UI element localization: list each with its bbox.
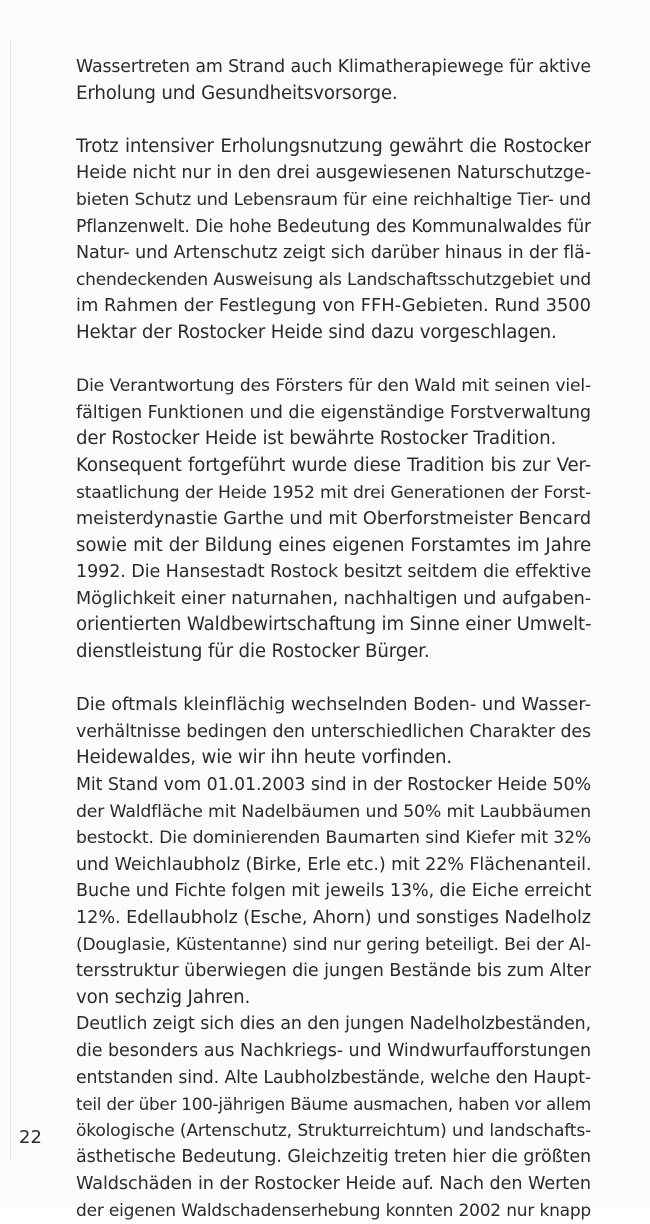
text-line: der Waldfläche mit Nadelbäumen und 50% mit Laubbäumen bbox=[76, 801, 591, 822]
text-line: Möglichkeit einer naturnahen, nachhaltigen und aufgaben- bbox=[76, 588, 591, 609]
text-line: im Rahmen der Festlegung von FFH-Gebieten. Rund 3500 bbox=[76, 295, 591, 317]
text-line: Deutlich zeigt sich dies an den jungen Nadelholzbeständen, bbox=[76, 1014, 591, 1035]
text-line: orientierten Waldbewirtschaftung im Sinne einer Umwelt- bbox=[76, 614, 591, 636]
text-line: Wassertreten am Strand auch Klimatherapiewege für aktive bbox=[76, 57, 591, 77]
text-line: ökologische (Artenschutz, Strukturreichtum) und landschafts- bbox=[76, 1120, 591, 1141]
text-line: chendeckenden Ausweisung als Landschaftsschutzgebiet und bbox=[76, 269, 591, 290]
text-line: 1992. Die Hansestadt Rostock besitzt seitdem die effektive bbox=[76, 562, 591, 583]
text-line: entstanden sind. Alte Laubholzbestände, welche den Haupt- bbox=[76, 1067, 591, 1088]
text-line: fältigen Funktionen und die eigenständige Forstverwaltung bbox=[76, 402, 591, 423]
text-line: Hektar der Rostocker Heide sind dazu vorgeschlagen. bbox=[76, 321, 557, 343]
text-line: Erholung und Gesundheitsvorsorge. bbox=[76, 82, 398, 104]
text-line: sowie mit der Bildung eines eigenen Forstamtes im Jahre bbox=[76, 534, 591, 556]
text-line: verhältnisse bedingen den unterschiedlichen Charakter des bbox=[76, 721, 591, 742]
text-line: Buche und Fichte folgen mit jeweils 13%, die Eiche erreicht bbox=[76, 881, 591, 902]
text-line: Heidewaldes, wie wir ihn heute vorfinden. bbox=[76, 747, 453, 769]
text-line: Pflanzenwelt. Die hohe Bedeutung des Kommunalwaldes für bbox=[76, 216, 591, 237]
text-line: bieten Schutz und Lebensraum für eine reichhaltige Tier- und bbox=[76, 189, 591, 210]
text-line: der Rostocker Heide ist bewährte Rostocker Tradition. bbox=[76, 428, 557, 450]
text-line: (Douglasie, Küstentanne) sind nur gering beteiligt. Bei der Al- bbox=[76, 934, 591, 955]
text-line: meisterdynastie Garthe und mit Oberforstmeister Bencard bbox=[76, 509, 591, 530]
margin-shadow bbox=[10, 40, 11, 1160]
text-line: staatlichung der Heide 1952 mit drei Generationen der Forst- bbox=[76, 482, 591, 503]
text-line: Trotz intensiver Erholungsnutzung gewährt die Rostocker bbox=[76, 135, 591, 157]
text-line: teil der über 100-jährigen Bäume ausmachen, haben vor allem bbox=[76, 1094, 591, 1115]
text-line: die besonders aus Nachkriegs- und Windwurfaufforstungen bbox=[76, 1040, 591, 1061]
text-line: von sechzig Jahren. bbox=[76, 986, 251, 1008]
paragraph-2 bbox=[76, 134, 591, 347]
text-line: ästhetische Bedeutung. Gleichzeitig treten hier die größten bbox=[76, 1147, 591, 1168]
text-line: bestockt. Die dominierenden Baumarten sind Kiefer mit 32% bbox=[76, 828, 591, 849]
paragraph-1 bbox=[76, 54, 591, 107]
text-line: und Weichlaubholz (Birke, Erle etc.) mit 22% Flächenanteil. bbox=[76, 854, 591, 875]
text-line: Die oftmals kleinflächig wechselnden Boden- und Wasser- bbox=[76, 694, 591, 716]
body-text bbox=[76, 54, 591, 1224]
text-line: Mit Stand vom 01.01.2003 sind in der Rostocker Heide 50% bbox=[76, 775, 591, 796]
text-line: Waldschäden in der Rostocker Heide auf. Nach den Werten bbox=[76, 1173, 591, 1194]
page-number: 22 bbox=[19, 1127, 42, 1148]
text-line: Die Verantwortung des Försters für den Wald mit seinen viel- bbox=[76, 376, 591, 397]
paragraph-3 bbox=[76, 373, 591, 666]
text-line: dienstleistung für die Rostocker Bürger. bbox=[76, 641, 430, 663]
text-line: der eigenen Waldschadenserhebung konnten 2002 nur knapp bbox=[76, 1200, 591, 1221]
paragraph-4 bbox=[76, 692, 591, 1224]
text-line: Konsequent fortgeführt wurde diese Tradition bis zur Ver- bbox=[76, 454, 591, 476]
text-line: 12%. Edellaubholz (Esche, Ahorn) und sonstiges Nadelholz bbox=[76, 908, 591, 928]
text-line: Heide nicht nur in den drei ausgewiesenen Naturschutzge- bbox=[76, 163, 591, 184]
text-line: tersstruktur überwiegen die jungen Bestände bis zum Alter bbox=[76, 961, 591, 982]
text-line: Natur- und Artenschutz zeigt sich darüber hinaus in der flä- bbox=[76, 243, 591, 264]
